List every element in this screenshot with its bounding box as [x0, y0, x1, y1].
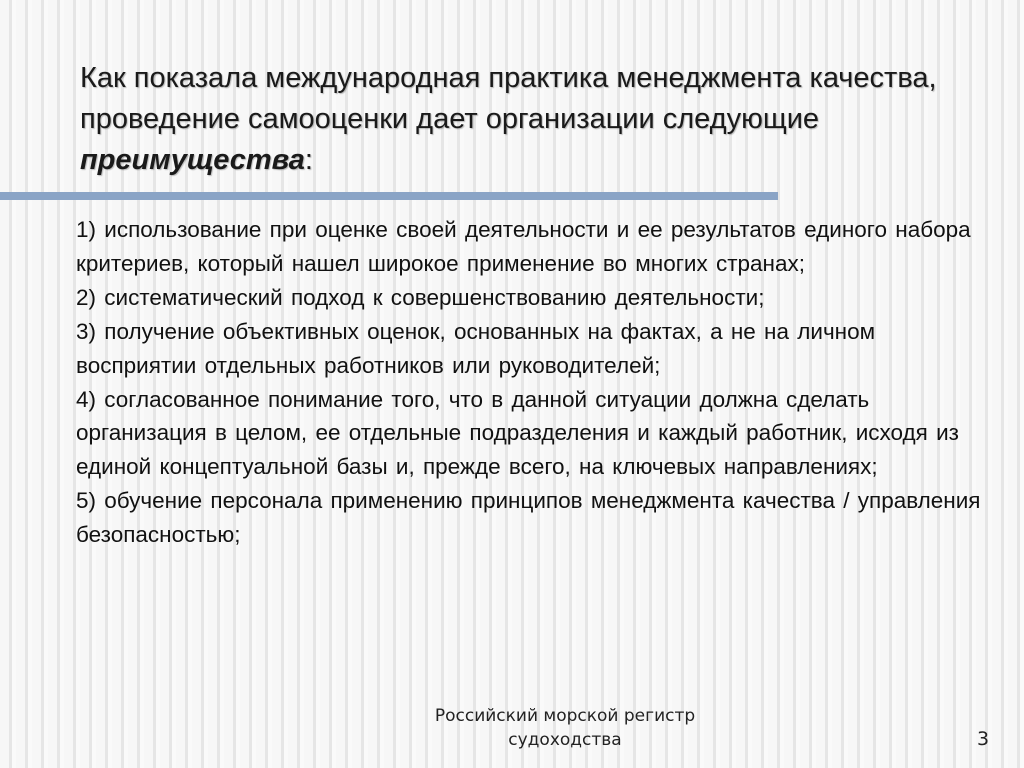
benefit-list — [76, 213, 991, 552]
benefit-item-4: 4) согласованное понимание того, что в данной ситуации должна сделать организация в целом, ее отдельные подразделения и каждый работник, исходя из единой концептуальной базы и, прежде всего, на ключевых направлениях; — [76, 386, 959, 480]
divider-line — [0, 192, 778, 200]
title-emphasis: преимущества — [80, 144, 305, 176]
footer-org-line-1: Российский морской регистр — [434, 706, 696, 726]
benefit-item-1: 1) использование при оценке своей деятельности и ее результатов единого набора критериев, который нашел широкое применение во многих странах; — [76, 217, 971, 276]
footer-org-line-2: судоходства — [508, 730, 622, 750]
benefit-item-3: 3) получение объективных оценок, основанных на фактах, а не на личном восприятии отдельных работников или руководителей; — [76, 318, 876, 378]
benefit-item-2: 2) систематический подход к совершенствованию деятельности; — [76, 284, 765, 310]
slide-title — [80, 58, 980, 181]
title-text: Как показала международная практика менеджмента качества, проведение самооценки дает организации следующие — [80, 62, 937, 135]
slide-number: 3 — [976, 728, 990, 750]
title-colon: : — [304, 144, 313, 176]
footer-organization — [360, 704, 770, 752]
benefit-item-5: 5) обучение персонала применению принципов менеджмента качества / управления безопасностью; — [76, 488, 981, 548]
